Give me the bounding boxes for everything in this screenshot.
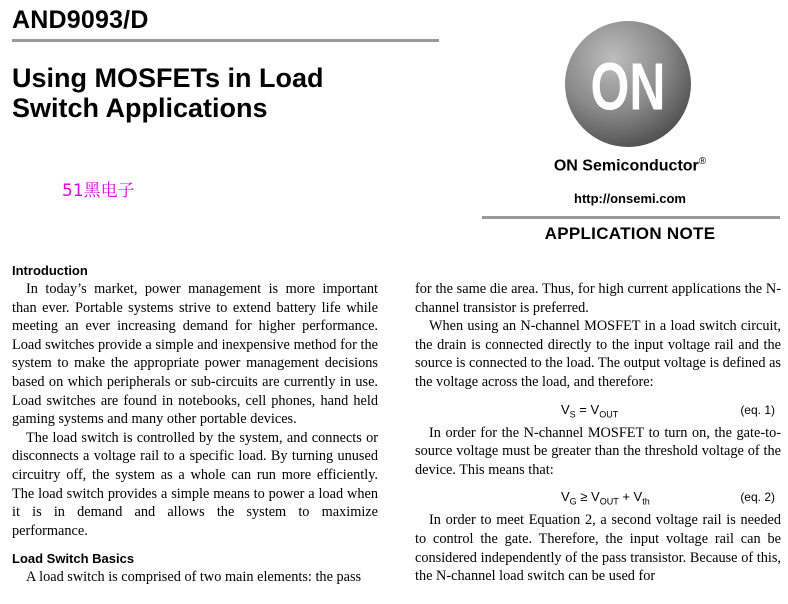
on-semiconductor-logo <box>563 19 693 149</box>
title-line-2: Switch Applications <box>12 93 268 123</box>
watermark: 51黑电子 <box>62 181 135 201</box>
paragraph: In order for the N-channel MOSFET to turn on, the gate-to-source voltage must be greater than the threshold voltage of the device. This means that: <box>415 424 781 478</box>
title-divider <box>12 39 439 42</box>
paragraph: The load switch is controlled by the system, and connects or disconnects a voltage rail to a specific load. By turning unused circuitry off, the system as a whole can run more efficiently. The load switch provides a simple means to power a load when it is in demand and allows the system to maximize performance. <box>12 429 378 539</box>
left-column <box>12 262 378 587</box>
header-divider <box>482 216 780 219</box>
section-heading-load-switch-basics: Load Switch Basics <box>12 551 135 567</box>
title-line-1: Using MOSFETs in Load <box>12 63 324 93</box>
equation-1: $V_S = V_{OUT}$ (eq. 1) <box>561 401 775 420</box>
paragraph: When using an N-channel MOSFET in a load switch circuit, the drain is connected directly to the input voltage rail and the source is connected to the load. The output voltage is defined as the voltage across the load, and therefore: <box>415 318 781 390</box>
paragraph: In today’s market, power management is more important than ever. Portable systems strive to extend battery life while meeting an ever increasing demand for higher performance. Load switches provide a simple and inexpensive method for the system to make the appropriate power management decisions based on which peripherals or sub-circuits are currently in use. Load switches are found in notebooks, cell phones, hand held gaming systems and many other portable devices. <box>12 281 378 428</box>
application-note-label: APPLICATION NOTE <box>544 224 716 243</box>
equation-number: (eq. 2) <box>740 490 775 505</box>
svg-text:ON: ON <box>590 47 666 125</box>
company-name: ON Semiconductor® <box>553 156 707 175</box>
paragraph: In order to meet Equation 2, a second voltage rail is needed to control the gate. Therefore, the input voltage rail can be considered independently of the pass transistor. Because of this, the N-channel load switch can be used for <box>415 512 781 585</box>
company-url[interactable]: http://onsemi.com <box>574 191 686 206</box>
section-heading-introduction: Introduction <box>12 263 88 278</box>
document-number: AND9093/D <box>12 6 149 34</box>
paragraph: A load switch is comprised of two main elements: the pass <box>26 569 362 586</box>
page-title <box>12 63 452 123</box>
right-column <box>415 280 781 586</box>
paragraph: for the same die area. Thus, for high current applications the N-channel transistor is preferred. <box>415 281 781 316</box>
equation-2: $V_G \ge V_{OUT} + V_{th}$ (eq. 2) <box>561 489 775 507</box>
equation-number: (eq. 1) <box>740 402 775 417</box>
